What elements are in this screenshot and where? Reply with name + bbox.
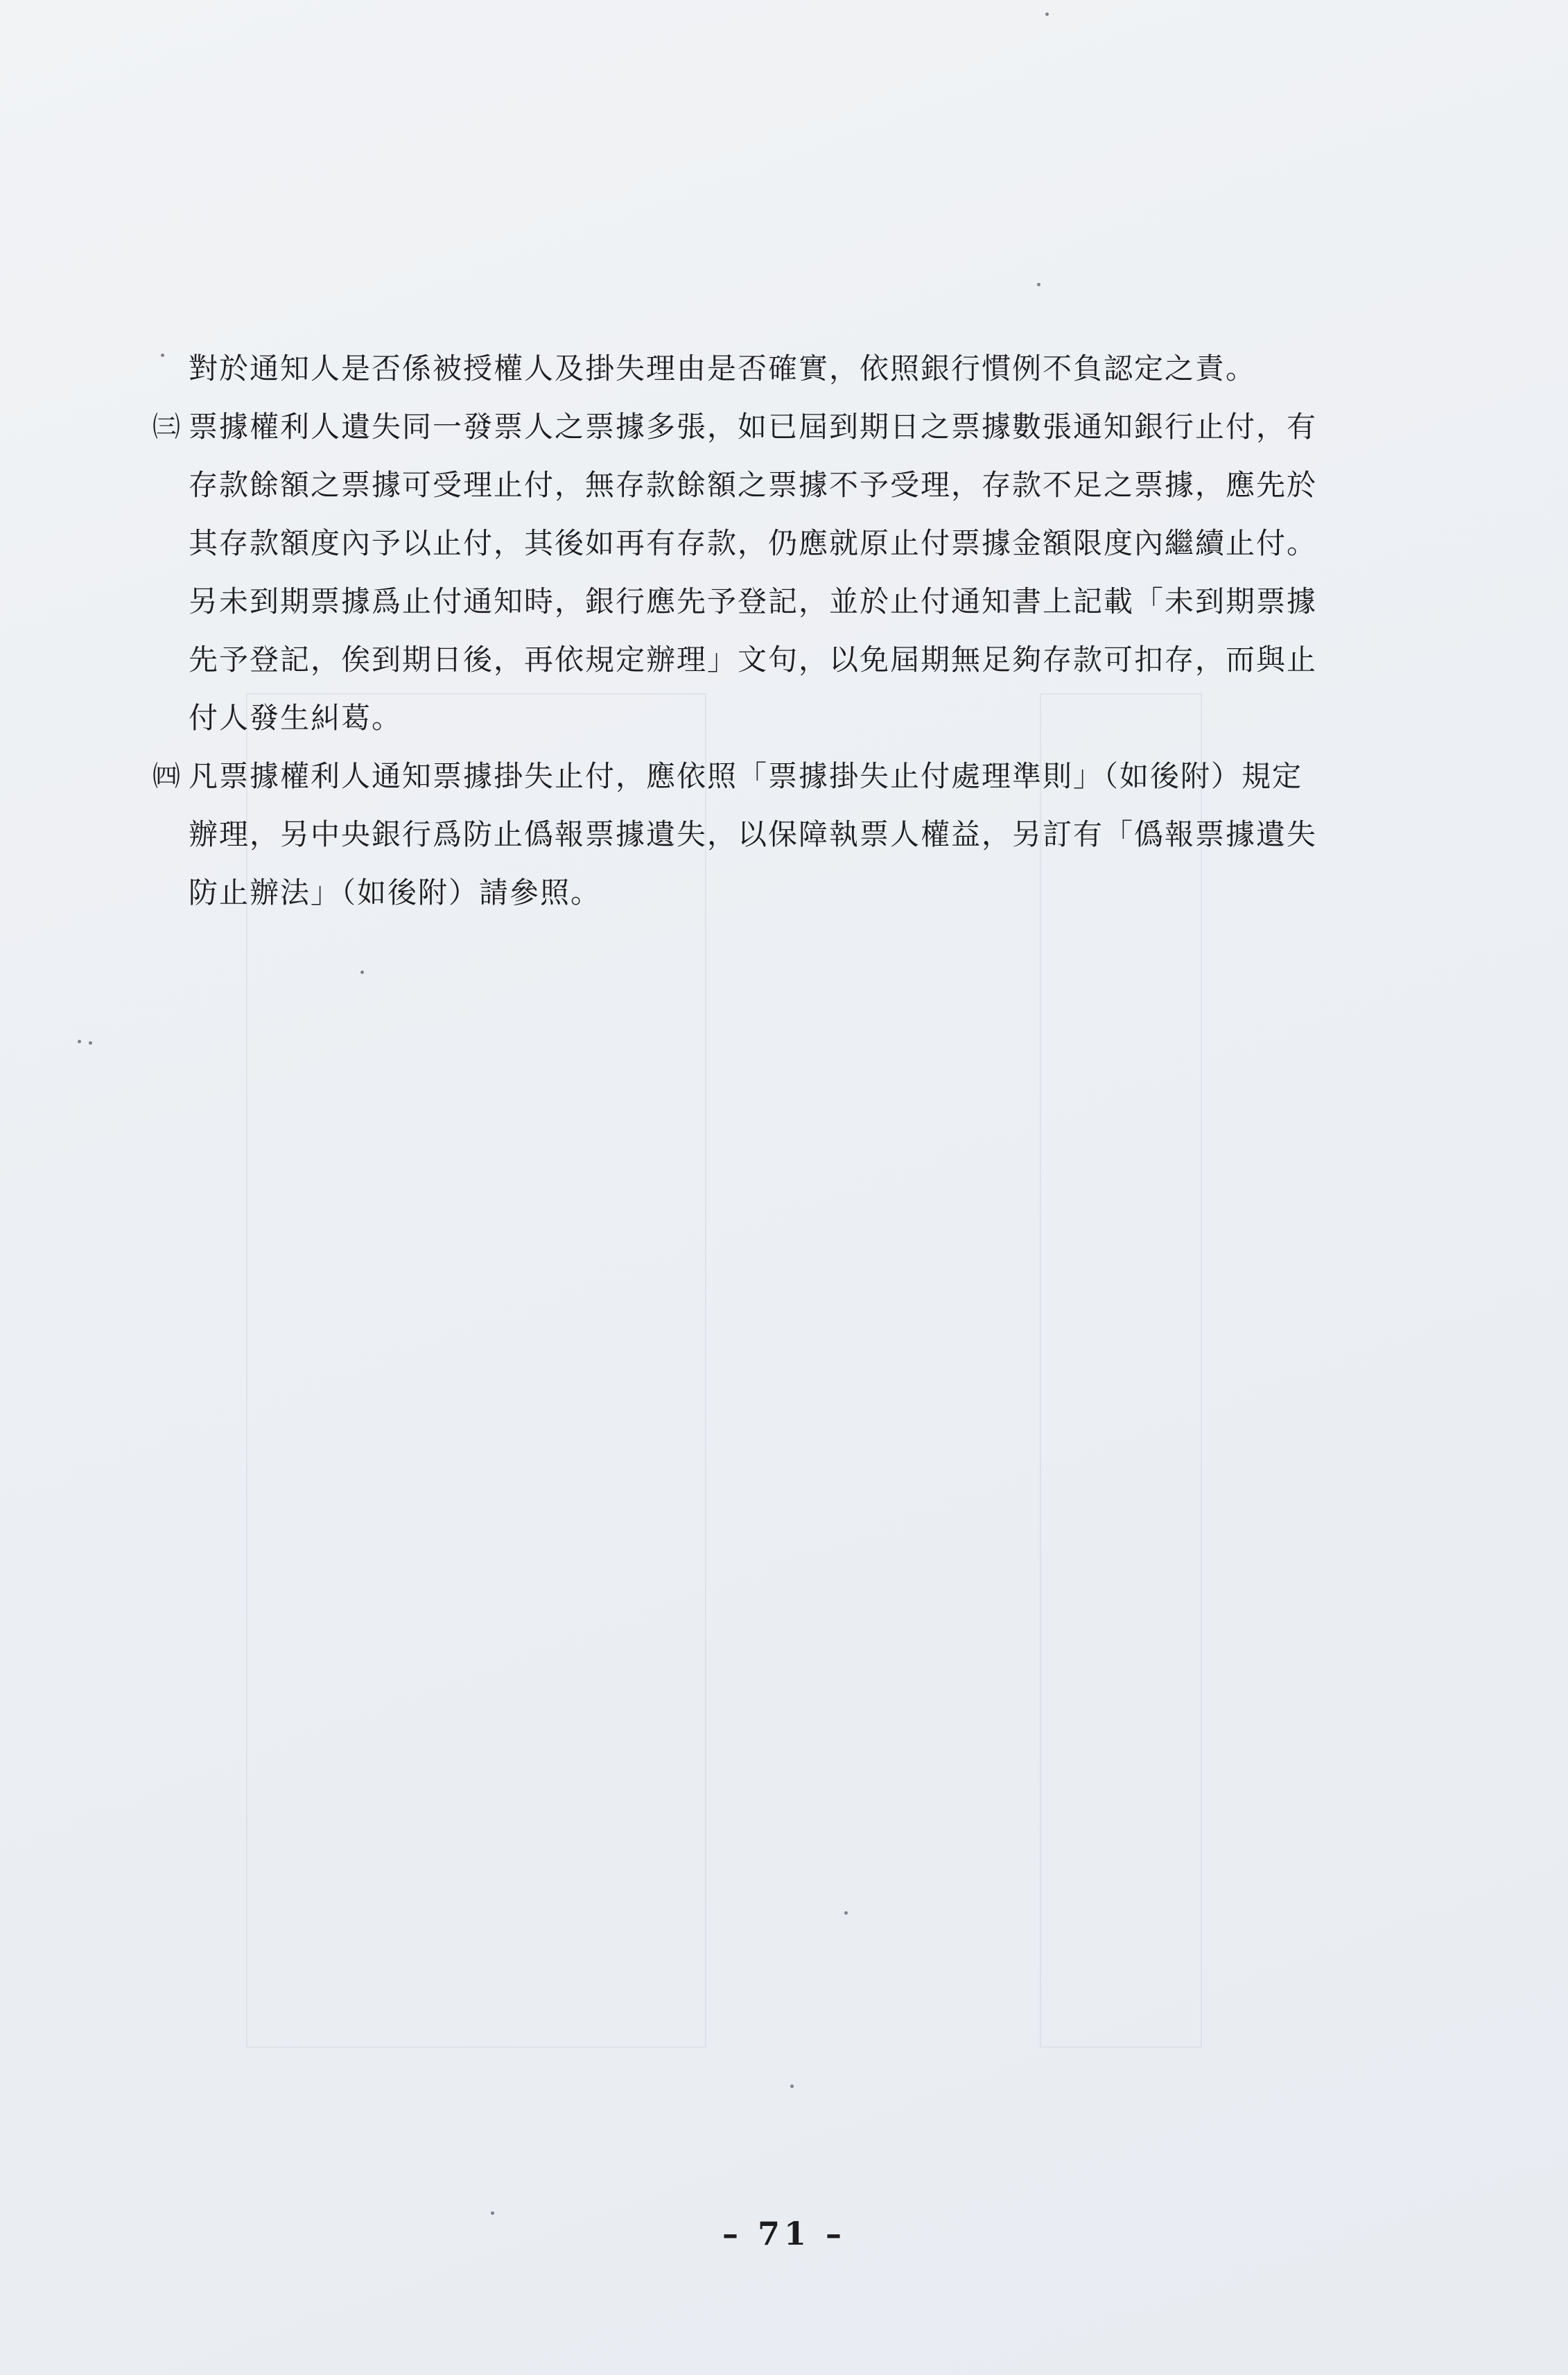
document-body: [153, 340, 1386, 922]
scan-speck: [1045, 12, 1049, 16]
text-line: 辦理，另中央銀行爲防止僞報票據遺失，以保障執票人權益，另訂有「僞報票據遺失: [189, 817, 1318, 851]
scan-speck: [360, 971, 364, 974]
text-line: 防止辦法」（如後附）請參照。: [189, 876, 602, 910]
text-line: 凡票據權利人通知票據掛失止付，應依照「票據掛失止付處理準則」（如後附）規定: [189, 759, 1303, 793]
scan-speck: [89, 1041, 92, 1045]
text-line: 其存款額度內予以止付，其後如再有存款，仍應就原止付票據金額限度內繼續止付。: [189, 526, 1318, 560]
paragraph-item-13: [153, 398, 1386, 747]
paragraph-item-14: [153, 747, 1386, 922]
text-line: 票據權利人遺失同一發票人之票據多張，如已屆到期日之票據數張通知銀行止付，有: [189, 410, 1318, 444]
paragraph-marker: ㈣: [153, 760, 182, 792]
scan-speck: [491, 2211, 494, 2215]
text-line: 另未到期票據爲止付通知時，銀行應先予登記，並於止付通知書上記載「未到期票據: [189, 584, 1318, 618]
scan-speck: [1037, 283, 1040, 286]
scan-speck: [844, 1911, 848, 1915]
paragraph-continuation: [153, 340, 1386, 398]
text-line: 對於通知人是否係被授權人及掛失理由是否確實，依照銀行慣例不負認定之責。: [189, 351, 1257, 385]
paragraph-marker: ㈢: [153, 411, 182, 443]
text-line: 存款餘額之票據可受理止付，無存款餘額之票據不予受理，存款不足之票據，應先於: [189, 468, 1318, 502]
page-number: – 71 –: [722, 2215, 846, 2252]
text-line: 先予登記，俟到期日後，再依規定辦理」文句，以免屆期無足夠存款可扣存，而與止: [189, 643, 1318, 677]
scan-speck: [78, 1040, 81, 1043]
text-line: 付人發生糾葛。: [189, 701, 403, 735]
scan-speck: [790, 2085, 794, 2088]
scan-speck: [161, 354, 164, 357]
